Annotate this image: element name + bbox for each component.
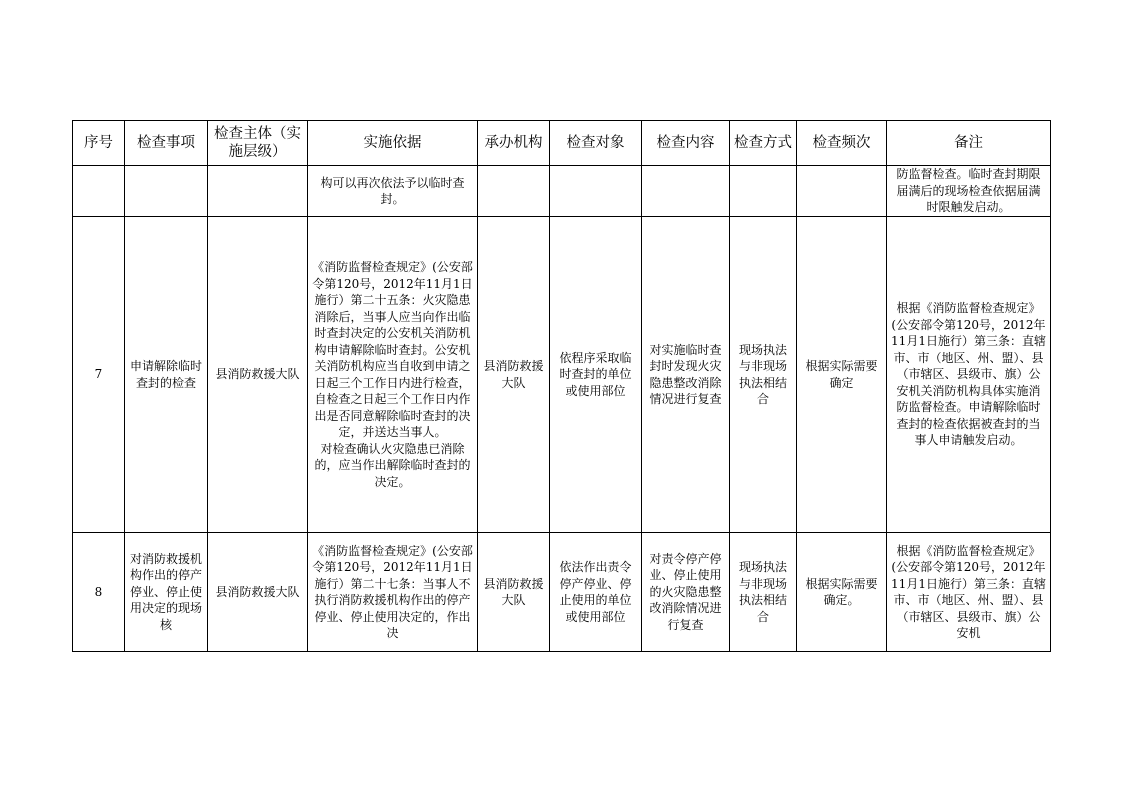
basis-paragraph: 构可以再次依法予以临时查封。 xyxy=(320,175,465,206)
cell-target xyxy=(550,166,642,217)
cell-basis xyxy=(308,533,478,652)
cell-method: 现场执法与非现场执法相结合 xyxy=(730,533,797,652)
cell-method xyxy=(730,166,797,217)
cell-frequency xyxy=(797,166,887,217)
cell-note: 根据《消防监督检查规定》(公安部令第120号，2012年11月1日施行）第三条：直辖市、市（地区、州、盟）、县（市辖区、县级市、旗）公安机关消防机构具体实施消防监督检查。申请解除临时查封的检查依据被查封的当事人申请触发启动。 xyxy=(887,217,1051,533)
cell-agency xyxy=(478,166,550,217)
basis-paragraph: 《消防监督检查规定》(公安部令第120号，2012年11月1日施行）第二十七条：当事人不执行消防救援机构作出的停产停业、停止使用决定的，作出决 xyxy=(312,543,473,640)
cell-item: 对消防救援机构作出的停产停业、停止使用决定的现场核 xyxy=(125,533,208,652)
cell-subject xyxy=(208,166,308,217)
header-agency: 承办机构 xyxy=(478,121,550,166)
cell-agency: 县消防救援大队 xyxy=(478,533,550,652)
header-frequency: 检查频次 xyxy=(797,121,887,166)
cell-frequency: 根据实际需要确定 xyxy=(797,217,887,533)
cell-no: 7 xyxy=(73,217,125,533)
cell-agency: 县消防救援大队 xyxy=(478,217,550,533)
cell-target: 依法作出责令停产停业、停止使用的单位或使用部位 xyxy=(550,533,642,652)
cell-no xyxy=(73,166,125,217)
header-no: 序号 xyxy=(73,121,125,166)
cell-content: 对责令停产停业、停止使用的火灾隐患整改消除情况进行复查 xyxy=(642,533,730,652)
cell-content: 对实施临时查封时发现火灾隐患整改消除情况进行复查 xyxy=(642,217,730,533)
header-basis: 实施依据 xyxy=(308,121,478,166)
cell-content xyxy=(642,166,730,217)
cell-item: 申请解除临时查封的检查 xyxy=(125,217,208,533)
cell-item xyxy=(125,166,208,217)
cell-subject: 县消防救援大队 xyxy=(208,217,308,533)
cell-basis xyxy=(308,217,478,533)
cell-method: 现场执法与非现场执法相结合 xyxy=(730,217,797,533)
header-method: 检查方式 xyxy=(730,121,797,166)
inspection-table xyxy=(72,120,1051,652)
cell-target: 依程序采取临时查封的单位或使用部位 xyxy=(550,217,642,533)
cell-note: 根据《消防监督检查规定》(公安部令第120号，2012年11月1日施行）第三条：直辖市、市（地区、州、盟）、县（市辖区、县级市、旗）公安机 xyxy=(887,533,1051,652)
basis-paragraph: 《消防监督检查规定》(公安部令第120号，2012年11月1日施行）第二十五条：火灾隐患消除后，当事人应当向作出临时查封决定的公安机关消防机构申请解除临时查封。公安机关消防机构应当自收到申请之日起三个工作日内进行检查，自检查之日起三个工作日内作出是否同意解除临时查封的决定，并送达当事人。 xyxy=(312,260,473,439)
cell-no: 8 xyxy=(73,533,125,652)
table-row xyxy=(73,166,1051,217)
cell-subject: 县消防救援大队 xyxy=(208,533,308,652)
table-header-row xyxy=(73,121,1051,166)
table-row xyxy=(73,217,1051,533)
header-subject: 检查主体（实施层级） xyxy=(208,121,308,166)
basis-paragraph: 对检查确认火灾隐患已消除的，应当作出解除临时查封的决定。 xyxy=(314,441,471,489)
header-item: 检查事项 xyxy=(125,121,208,166)
table-row xyxy=(73,533,1051,652)
header-note: 备注 xyxy=(887,121,1051,166)
cell-frequency: 根据实际需要确定。 xyxy=(797,533,887,652)
header-content: 检查内容 xyxy=(642,121,730,166)
cell-note: 防监督检查。临时查封期限届满后的现场检查依据届满时限触发启动。 xyxy=(887,166,1051,217)
header-target: 检查对象 xyxy=(550,121,642,166)
cell-basis xyxy=(308,166,478,217)
